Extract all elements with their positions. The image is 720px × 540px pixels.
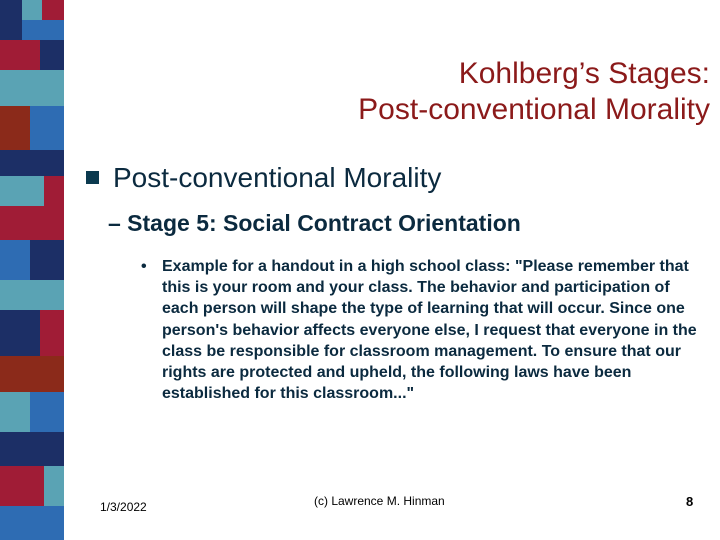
dot-bullet-icon: • [141, 258, 147, 275]
bullet-level-1 [86, 162, 441, 194]
square-bullet-icon [86, 171, 99, 184]
bullet-level-3-text: Example for a handout in a high school class: "Please remember that this is your room and your class. The behavior and participation of each person will shape the type of learning that will occur. Since one person's behavior affects everyone else, I request that everyone in the class be responsible for classroom management. To ensure that our rights are protected and upheld, the following laws have been established for this classroom..." [162, 258, 697, 403]
footer-author: (c) Lawrence M. Hinman [314, 494, 445, 508]
footer-date: 1/3/2022 [100, 500, 147, 514]
title-line-1: Kohlberg’s Stages: [458, 57, 710, 90]
title-line-2: Post-conventional Morality [358, 93, 710, 126]
page-number: 8 [686, 494, 694, 509]
bullet-level-1-text: Post-conventional Morality [113, 162, 442, 193]
bullet-level-2: – Stage 5: Social Contract Orientation [108, 210, 521, 236]
slide-title [90, 56, 710, 128]
decorative-stripe [0, 0, 64, 540]
bullet-level-3 [141, 256, 701, 404]
